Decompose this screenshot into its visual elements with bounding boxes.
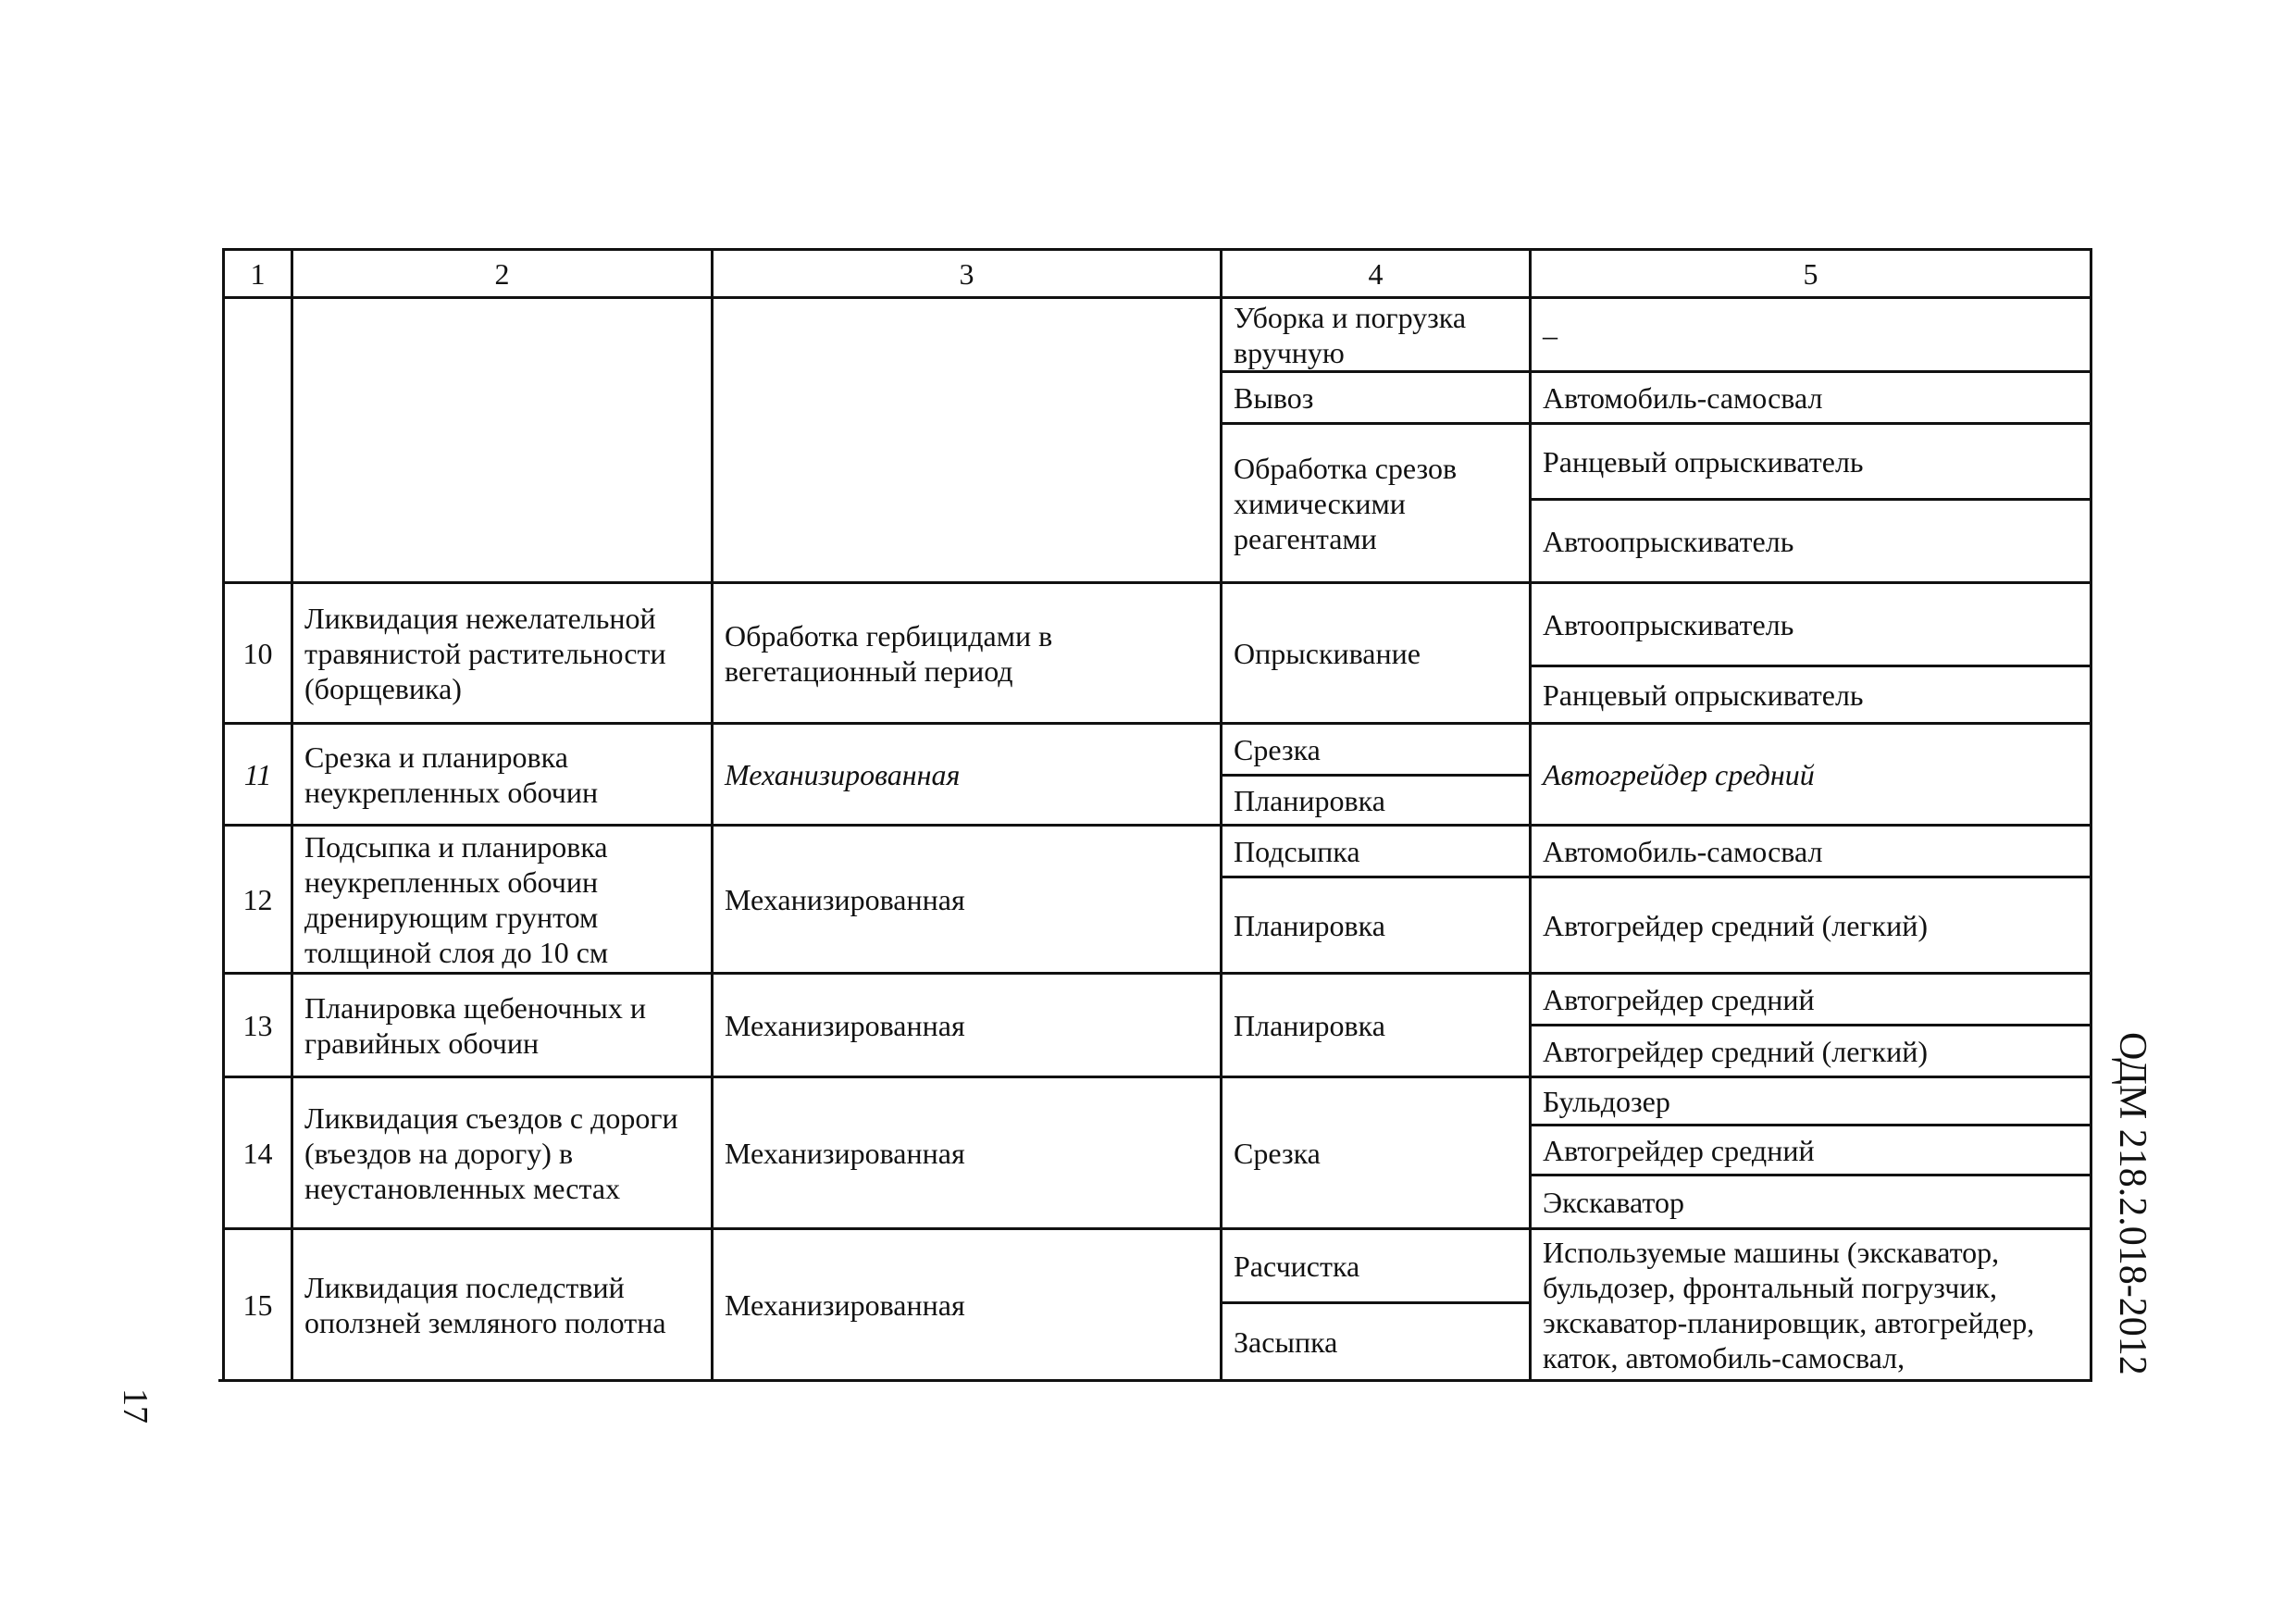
work-type-cell: Срезка и планировка неукрепленных обочин — [304, 740, 599, 809]
operation-cell: Обработка срезов химическими реагентами — [1234, 451, 1458, 555]
machine-cell: Автогрейдер средний (легкий) — [1543, 908, 1928, 942]
operation-cell: Срезка — [1234, 1136, 1321, 1170]
header-col-2: 2 — [494, 256, 510, 291]
method-cell: Механизированная — [725, 882, 965, 916]
document-code: ОДМ 218.2.018-2012 — [2111, 1032, 2153, 1375]
page-number: 17 — [116, 1388, 155, 1424]
machine-cell: Автогрейдер средний — [1543, 1133, 1815, 1167]
header-col-1: 1 — [250, 256, 266, 291]
operation-cell: Срезка — [1234, 732, 1321, 766]
header-col-3: 3 — [959, 256, 974, 291]
work-type-cell: Ликвидация съездов с дороги (въездов на дорогу) в неустановленных местах — [304, 1101, 678, 1205]
operation-cell: Подсыпка — [1234, 834, 1360, 868]
operation-cell: Вывоз — [1234, 380, 1314, 415]
method-cell: Механизированная — [725, 1008, 965, 1042]
machine-cell: Бульдозер — [1543, 1084, 1670, 1118]
machine-cell: Ранцевый опрыскиватель — [1543, 678, 1864, 712]
header-col-4: 4 — [1368, 256, 1384, 291]
header-col-5: 5 — [1803, 256, 1818, 291]
row-number: 14 — [242, 1136, 273, 1170]
machine-cell: Экскаватор — [1543, 1185, 1684, 1219]
machine-cell: Автогрейдер средний — [1543, 757, 1815, 791]
operation-cell: Планировка — [1234, 783, 1385, 817]
machine-cell: Автомобиль-самосвал — [1543, 380, 1823, 415]
method-cell: Обработка гербицидами в вегетационный период — [725, 618, 1053, 688]
method-cell: Механизированная — [725, 1136, 965, 1170]
work-type-cell: Планировка щебеночных и гравийных обочин — [304, 990, 646, 1060]
method-cell: Механизированная — [725, 757, 961, 791]
machine-cell: Автоопрыскиватель — [1543, 607, 1794, 641]
operation-cell: Расчистка — [1234, 1249, 1360, 1283]
operation-cell: Планировка — [1234, 1008, 1385, 1042]
work-type-cell: Ликвидация нежелательной травянистой растительности (борщевика) — [304, 601, 666, 705]
work-type-cell: Ликвидация последствий оползней земляного полотна — [304, 1270, 666, 1339]
row-number: 13 — [242, 1008, 273, 1042]
row-number: 10 — [242, 636, 273, 670]
operation-cell: Засыпка — [1234, 1325, 1338, 1359]
method-cell: Механизированная — [725, 1287, 965, 1322]
row-number: 15 — [242, 1287, 273, 1322]
machine-cell: Ранцевый опрыскиватель — [1543, 444, 1864, 479]
machine-cell: Автогрейдер средний — [1543, 982, 1815, 1016]
machine-cell: Автомобиль-самосвал — [1543, 834, 1823, 868]
operation-cell: Опрыскивание — [1234, 636, 1421, 670]
machine-cell: – — [1543, 317, 1558, 352]
machine-cell: Используемые машины (экскаватор, бульдозер, фронтальный погрузчик, экскаватор-планировщик, автогрейдер, каток, автомобиль-самосвал, — [1543, 1235, 2035, 1374]
operation-cell: Планировка — [1234, 908, 1385, 942]
row-number: 12 — [242, 882, 273, 916]
work-type-cell: Подсыпка и планировка неукрепленных обочин дренирующим грунтом толщиной слоя до 10 см — [304, 829, 609, 969]
machine-cell: Автоопрыскиватель — [1543, 524, 1794, 558]
machine-cell: Автогрейдер средний (легкий) — [1543, 1034, 1928, 1068]
operation-cell: Уборка и погрузка вручную — [1234, 300, 1467, 369]
row-number: 11 — [243, 757, 272, 791]
